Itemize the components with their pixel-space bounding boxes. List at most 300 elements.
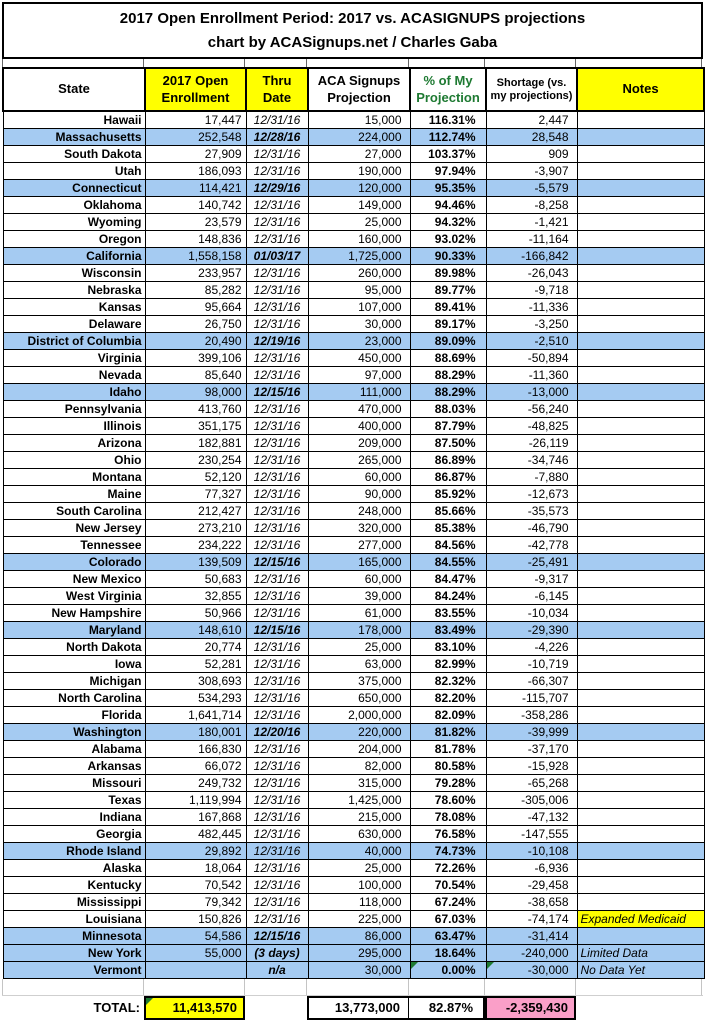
- cell-state: Texas: [3, 791, 145, 808]
- cell-thru-date: 12/31/16: [246, 706, 308, 723]
- table-row: [3, 774, 704, 791]
- cell-percent: 89.98%: [410, 264, 486, 281]
- table-row: [3, 298, 704, 315]
- table-row: [3, 723, 704, 740]
- cell-projection: 149,000: [308, 196, 410, 213]
- chart-title: [2, 2, 703, 59]
- cell-note: [577, 604, 704, 621]
- cell-projection: 375,000: [308, 672, 410, 689]
- table-row: [3, 196, 704, 213]
- cell-projection: 215,000: [308, 808, 410, 825]
- table-row: [3, 961, 704, 978]
- table-row: [3, 434, 704, 451]
- cell-note: [577, 893, 704, 910]
- cell-note: [577, 740, 704, 757]
- cell-thru-date: 12/31/16: [246, 349, 308, 366]
- cell-projection: 225,000: [308, 910, 410, 927]
- cell-projection: 630,000: [308, 825, 410, 842]
- cell-shortage: -31,414: [486, 927, 577, 944]
- table-row: [3, 366, 704, 383]
- cell-shortage: -240,000: [486, 944, 577, 961]
- header-shortage: Shortage (vs. my projections): [486, 68, 577, 111]
- cell-enrollment: 27,909: [145, 145, 246, 162]
- cell-shortage: -65,268: [486, 774, 577, 791]
- table-row: [3, 536, 704, 553]
- cell-state: Hawaii: [3, 111, 145, 128]
- cell-percent: 79.28%: [410, 774, 486, 791]
- cell-percent: 82.20%: [410, 689, 486, 706]
- cell-shortage: -358,286: [486, 706, 577, 723]
- cell-percent: 89.77%: [410, 281, 486, 298]
- cell-note: [577, 757, 704, 774]
- cell-enrollment: 85,640: [145, 366, 246, 383]
- cell-state: Florida: [3, 706, 145, 723]
- cell-enrollment: 308,693: [145, 672, 246, 689]
- cell-projection: 165,000: [308, 553, 410, 570]
- cell-note: [577, 383, 704, 400]
- cell-state: Illinois: [3, 417, 145, 434]
- cell-shortage: -12,673: [486, 485, 577, 502]
- cell-note: [577, 570, 704, 587]
- cell-enrollment: 54,586: [145, 927, 246, 944]
- cell-enrollment: 114,421: [145, 179, 246, 196]
- table-row: [3, 859, 704, 876]
- cell-shortage: -46,790: [486, 519, 577, 536]
- cell-shortage: -7,880: [486, 468, 577, 485]
- cell-percent: 82.09%: [410, 706, 486, 723]
- total-percent-cell: 82.87%: [409, 996, 485, 1020]
- table-row: [3, 570, 704, 587]
- cell-shortage: -9,317: [486, 570, 577, 587]
- cell-projection: 100,000: [308, 876, 410, 893]
- cell-note: [577, 859, 704, 876]
- table-row: [3, 842, 704, 859]
- table-row: [3, 944, 704, 961]
- cell-state: New York: [3, 944, 145, 961]
- cell-note: [577, 876, 704, 893]
- cell-percent: 94.46%: [410, 196, 486, 213]
- table-row: [3, 553, 704, 570]
- cell-state: Arizona: [3, 434, 145, 451]
- cell-percent: 82.32%: [410, 672, 486, 689]
- cell-projection: 63,000: [308, 655, 410, 672]
- cell-enrollment: 182,881: [145, 434, 246, 451]
- cell-state: North Carolina: [3, 689, 145, 706]
- cell-thru-date: 12/31/16: [246, 485, 308, 502]
- cell-thru-date: 12/15/16: [246, 553, 308, 570]
- cell-enrollment: 52,281: [145, 655, 246, 672]
- cell-state: New Jersey: [3, 519, 145, 536]
- cell-thru-date: 12/31/16: [246, 587, 308, 604]
- cell-enrollment: 150,826: [145, 910, 246, 927]
- cell-shortage: -11,360: [486, 366, 577, 383]
- cell-note: [577, 281, 704, 298]
- cell-state: West Virginia: [3, 587, 145, 604]
- total-row: [2, 996, 703, 1020]
- cell-projection: 15,000: [308, 111, 410, 128]
- cell-projection: 30,000: [308, 315, 410, 332]
- cell-note: [577, 400, 704, 417]
- cell-projection: 86,000: [308, 927, 410, 944]
- cell-projection: 178,000: [308, 621, 410, 638]
- cell-note: [577, 128, 704, 145]
- cell-note: [577, 145, 704, 162]
- cell-shortage: -37,170: [486, 740, 577, 757]
- cell-enrollment: 482,445: [145, 825, 246, 842]
- cell-note: [577, 366, 704, 383]
- cell-thru-date: 12/28/16: [246, 128, 308, 145]
- cell-thru-date: 12/31/16: [246, 808, 308, 825]
- cell-projection: 90,000: [308, 485, 410, 502]
- table-row: [3, 638, 704, 655]
- cell-enrollment: 55,000: [145, 944, 246, 961]
- cell-state: Oregon: [3, 230, 145, 247]
- cell-enrollment: 234,222: [145, 536, 246, 553]
- cell-state: Maryland: [3, 621, 145, 638]
- cell-state: Alabama: [3, 740, 145, 757]
- cell-shortage: -47,132: [486, 808, 577, 825]
- cell-shortage: -3,907: [486, 162, 577, 179]
- cell-thru-date: 12/31/16: [246, 536, 308, 553]
- table-row: [3, 451, 704, 468]
- cell-shortage: -38,658: [486, 893, 577, 910]
- cell-enrollment: 17,447: [145, 111, 246, 128]
- table-row: [3, 655, 704, 672]
- total-notes-cell: [576, 996, 702, 1020]
- cell-projection: 61,000: [308, 604, 410, 621]
- cell-projection: 30,000: [308, 961, 410, 978]
- cell-enrollment: 77,327: [145, 485, 246, 502]
- cell-thru-date: 12/31/16: [246, 264, 308, 281]
- cell-enrollment: 273,210: [145, 519, 246, 536]
- cell-state: Colorado: [3, 553, 145, 570]
- cell-note: [577, 162, 704, 179]
- cell-percent: 90.33%: [410, 247, 486, 264]
- cell-thru-date: 12/31/16: [246, 825, 308, 842]
- cell-percent: 87.79%: [410, 417, 486, 434]
- cell-shortage: -48,825: [486, 417, 577, 434]
- table-row: [3, 230, 704, 247]
- cell-enrollment: 29,892: [145, 842, 246, 859]
- cell-thru-date: 12/31/16: [246, 757, 308, 774]
- cell-enrollment: 186,093: [145, 162, 246, 179]
- cell-note: [577, 247, 704, 264]
- cell-shortage: -26,043: [486, 264, 577, 281]
- cell-note: [577, 706, 704, 723]
- cell-shortage: -50,894: [486, 349, 577, 366]
- cell-thru-date: 12/31/16: [246, 451, 308, 468]
- cell-enrollment: 1,641,714: [145, 706, 246, 723]
- cell-percent: 94.32%: [410, 213, 486, 230]
- cell-percent: 116.31%: [410, 111, 486, 128]
- cell-shortage: -39,999: [486, 723, 577, 740]
- cell-note: [577, 774, 704, 791]
- table-row: [3, 485, 704, 502]
- cell-thru-date: 12/31/16: [246, 281, 308, 298]
- cell-thru-date: 12/19/16: [246, 332, 308, 349]
- table-row: [3, 825, 704, 842]
- cell-enrollment: 26,750: [145, 315, 246, 332]
- cell-shortage: -166,842: [486, 247, 577, 264]
- cell-shortage: -305,006: [486, 791, 577, 808]
- cell-projection: 160,000: [308, 230, 410, 247]
- cell-state: Washington: [3, 723, 145, 740]
- table-row: [3, 757, 704, 774]
- cell-state: Arkansas: [3, 757, 145, 774]
- cell-state: South Carolina: [3, 502, 145, 519]
- cell-percent: 86.89%: [410, 451, 486, 468]
- cell-thru-date: 12/31/16: [246, 434, 308, 451]
- table-row: [3, 111, 704, 128]
- cell-projection: 27,000: [308, 145, 410, 162]
- cell-projection: 107,000: [308, 298, 410, 315]
- header-state: State: [3, 68, 145, 111]
- title-line-2: chart by ACASignups.net / Charles Gaba: [207, 33, 498, 51]
- cell-enrollment: 230,254: [145, 451, 246, 468]
- cell-percent: 88.69%: [410, 349, 486, 366]
- cell-note: [577, 111, 704, 128]
- cell-shortage: -1,421: [486, 213, 577, 230]
- cell-thru-date: 12/31/16: [246, 638, 308, 655]
- cell-thru-date: 12/31/16: [246, 689, 308, 706]
- cell-shortage: -35,573: [486, 502, 577, 519]
- cell-percent: 112.74%: [410, 128, 486, 145]
- cell-projection: 118,000: [308, 893, 410, 910]
- gridline-spacer-row: [2, 59, 703, 67]
- cell-percent: 85.92%: [410, 485, 486, 502]
- cell-percent: 82.99%: [410, 655, 486, 672]
- table-row: [3, 468, 704, 485]
- cell-shortage: -66,307: [486, 672, 577, 689]
- cell-enrollment: 534,293: [145, 689, 246, 706]
- table-row: [3, 162, 704, 179]
- cell-thru-date: 12/31/16: [246, 791, 308, 808]
- cell-shortage: -10,034: [486, 604, 577, 621]
- cell-note: [577, 723, 704, 740]
- cell-projection: 1,425,000: [308, 791, 410, 808]
- cell-projection: 190,000: [308, 162, 410, 179]
- cell-projection: 97,000: [308, 366, 410, 383]
- header-row: [3, 68, 704, 111]
- cell-state: North Dakota: [3, 638, 145, 655]
- cell-note: [577, 553, 704, 570]
- cell-shortage: -13,000: [486, 383, 577, 400]
- cell-enrollment: 148,610: [145, 621, 246, 638]
- table-row: [3, 145, 704, 162]
- total-enrollment-value: 11,413,570: [172, 1000, 237, 1015]
- cell-note: [577, 468, 704, 485]
- cell-thru-date: 01/03/17: [246, 247, 308, 264]
- cell-projection: 650,000: [308, 689, 410, 706]
- cell-note: [577, 536, 704, 553]
- cell-thru-date: 12/31/16: [246, 672, 308, 689]
- cell-projection: 60,000: [308, 570, 410, 587]
- cell-enrollment: 399,106: [145, 349, 246, 366]
- cell-percent: 76.58%: [410, 825, 486, 842]
- cell-note: [577, 927, 704, 944]
- table-row: [3, 808, 704, 825]
- table-row: [3, 621, 704, 638]
- cell-state: Kansas: [3, 298, 145, 315]
- empty-gridline-row: [2, 979, 703, 996]
- header-projection: ACA Signups Projection: [308, 68, 410, 111]
- cell-note: [577, 587, 704, 604]
- cell-thru-date: 12/29/16: [246, 179, 308, 196]
- table-row: [3, 519, 704, 536]
- cell-note: [577, 230, 704, 247]
- cell-shortage: -10,719: [486, 655, 577, 672]
- cell-shortage: -4,226: [486, 638, 577, 655]
- cell-percent: 67.03%: [410, 910, 486, 927]
- table-row: [3, 128, 704, 145]
- cell-percent: 95.35%: [410, 179, 486, 196]
- cell-projection: 95,000: [308, 281, 410, 298]
- cell-note: [577, 672, 704, 689]
- header-enrollment: 2017 Open Enrollment: [145, 68, 246, 111]
- cell-enrollment: 252,548: [145, 128, 246, 145]
- cell-thru-date: 12/31/16: [246, 111, 308, 128]
- cell-percent: 84.47%: [410, 570, 486, 587]
- cell-thru-date: 12/31/16: [246, 230, 308, 247]
- table-row: [3, 587, 704, 604]
- cell-shortage: -6,145: [486, 587, 577, 604]
- cell-state: Montana: [3, 468, 145, 485]
- cell-shortage: -74,174: [486, 910, 577, 927]
- cell-state: Kentucky: [3, 876, 145, 893]
- cell-enrollment: 139,509: [145, 553, 246, 570]
- cell-percent: 89.17%: [410, 315, 486, 332]
- cell-enrollment: 180,001: [145, 723, 246, 740]
- cell-projection: 25,000: [308, 859, 410, 876]
- table-row: [3, 791, 704, 808]
- cell-percent: 74.73%: [410, 842, 486, 859]
- cell-projection: 40,000: [308, 842, 410, 859]
- cell-note: [577, 502, 704, 519]
- cell-thru-date: 12/31/16: [246, 366, 308, 383]
- cell-enrollment: 148,836: [145, 230, 246, 247]
- table-row: [3, 706, 704, 723]
- cell-state: Vermont: [3, 961, 145, 978]
- cell-note: [577, 315, 704, 332]
- cell-percent: 83.10%: [410, 638, 486, 655]
- cell-enrollment: 50,683: [145, 570, 246, 587]
- cell-percent: 88.29%: [410, 366, 486, 383]
- cell-projection: 450,000: [308, 349, 410, 366]
- cell-thru-date: 12/15/16: [246, 383, 308, 400]
- cell-percent: 88.29%: [410, 383, 486, 400]
- cell-shortage: -29,458: [486, 876, 577, 893]
- cell-state: Utah: [3, 162, 145, 179]
- cell-state: Wisconsin: [3, 264, 145, 281]
- cell-note: [577, 417, 704, 434]
- cell-thru-date: 12/15/16: [246, 927, 308, 944]
- cell-percent: 87.50%: [410, 434, 486, 451]
- cell-enrollment: 249,732: [145, 774, 246, 791]
- header-thru-date: Thru Date: [246, 68, 308, 111]
- cell-projection: 39,000: [308, 587, 410, 604]
- table-row: [3, 740, 704, 757]
- cell-thru-date: 12/31/16: [246, 910, 308, 927]
- cell-percent: 84.55%: [410, 553, 486, 570]
- cell-enrollment: [145, 961, 246, 978]
- cell-thru-date: 12/31/16: [246, 502, 308, 519]
- table-row: [3, 332, 704, 349]
- cell-state: South Dakota: [3, 145, 145, 162]
- cell-enrollment: 95,664: [145, 298, 246, 315]
- cell-thru-date: 12/31/16: [246, 740, 308, 757]
- cell-percent: 78.60%: [410, 791, 486, 808]
- cell-percent: 80.58%: [410, 757, 486, 774]
- cell-shortage: -11,336: [486, 298, 577, 315]
- cell-state: Nevada: [3, 366, 145, 383]
- table-row: [3, 689, 704, 706]
- cell-shortage: -10,108: [486, 842, 577, 859]
- table-row: [3, 910, 704, 927]
- cell-state: Rhode Island: [3, 842, 145, 859]
- comment-marker-icon: [146, 998, 153, 1005]
- cell-thru-date: 12/31/16: [246, 842, 308, 859]
- cell-enrollment: 32,855: [145, 587, 246, 604]
- cell-shortage: -29,390: [486, 621, 577, 638]
- cell-note: [577, 434, 704, 451]
- cell-state: Wyoming: [3, 213, 145, 230]
- cell-percent: 78.08%: [410, 808, 486, 825]
- cell-shortage: -9,718: [486, 281, 577, 298]
- table-row: [3, 383, 704, 400]
- cell-shortage: -56,240: [486, 400, 577, 417]
- cell-enrollment: 20,774: [145, 638, 246, 655]
- cell-projection: 295,000: [308, 944, 410, 961]
- cell-state: District of Columbia: [3, 332, 145, 349]
- cell-percent: 84.24%: [410, 587, 486, 604]
- cell-shortage: -11,164: [486, 230, 577, 247]
- table-body: [3, 111, 704, 978]
- cell-note: [577, 808, 704, 825]
- cell-enrollment: 85,282: [145, 281, 246, 298]
- cell-thru-date: 12/31/16: [246, 298, 308, 315]
- cell-shortage: 909: [486, 145, 577, 162]
- cell-projection: 23,000: [308, 332, 410, 349]
- cell-enrollment: 1,558,158: [145, 247, 246, 264]
- cell-thru-date: 12/31/16: [246, 519, 308, 536]
- cell-state: Michigan: [3, 672, 145, 689]
- cell-enrollment: 52,120: [145, 468, 246, 485]
- cell-projection: 82,000: [308, 757, 410, 774]
- cell-shortage: 2,447: [486, 111, 577, 128]
- cell-percent: 83.49%: [410, 621, 486, 638]
- cell-percent: 86.87%: [410, 468, 486, 485]
- cell-thru-date: 12/31/16: [246, 468, 308, 485]
- cell-enrollment: 98,000: [145, 383, 246, 400]
- cell-projection: 260,000: [308, 264, 410, 281]
- cell-percent: 85.38%: [410, 519, 486, 536]
- cell-note: [577, 179, 704, 196]
- cell-percent: 89.09%: [410, 332, 486, 349]
- cell-shortage: -15,928: [486, 757, 577, 774]
- cell-enrollment: 140,742: [145, 196, 246, 213]
- cell-shortage: -3,250: [486, 315, 577, 332]
- cell-state: New Mexico: [3, 570, 145, 587]
- cell-percent: 85.66%: [410, 502, 486, 519]
- cell-shortage: -115,707: [486, 689, 577, 706]
- cell-state: Idaho: [3, 383, 145, 400]
- cell-thru-date: 12/31/16: [246, 145, 308, 162]
- cell-thru-date: 12/31/16: [246, 893, 308, 910]
- cell-state: Oklahoma: [3, 196, 145, 213]
- cell-note: Expanded Medicaid: [577, 910, 704, 927]
- cell-note: [577, 689, 704, 706]
- cell-enrollment: 1,119,994: [145, 791, 246, 808]
